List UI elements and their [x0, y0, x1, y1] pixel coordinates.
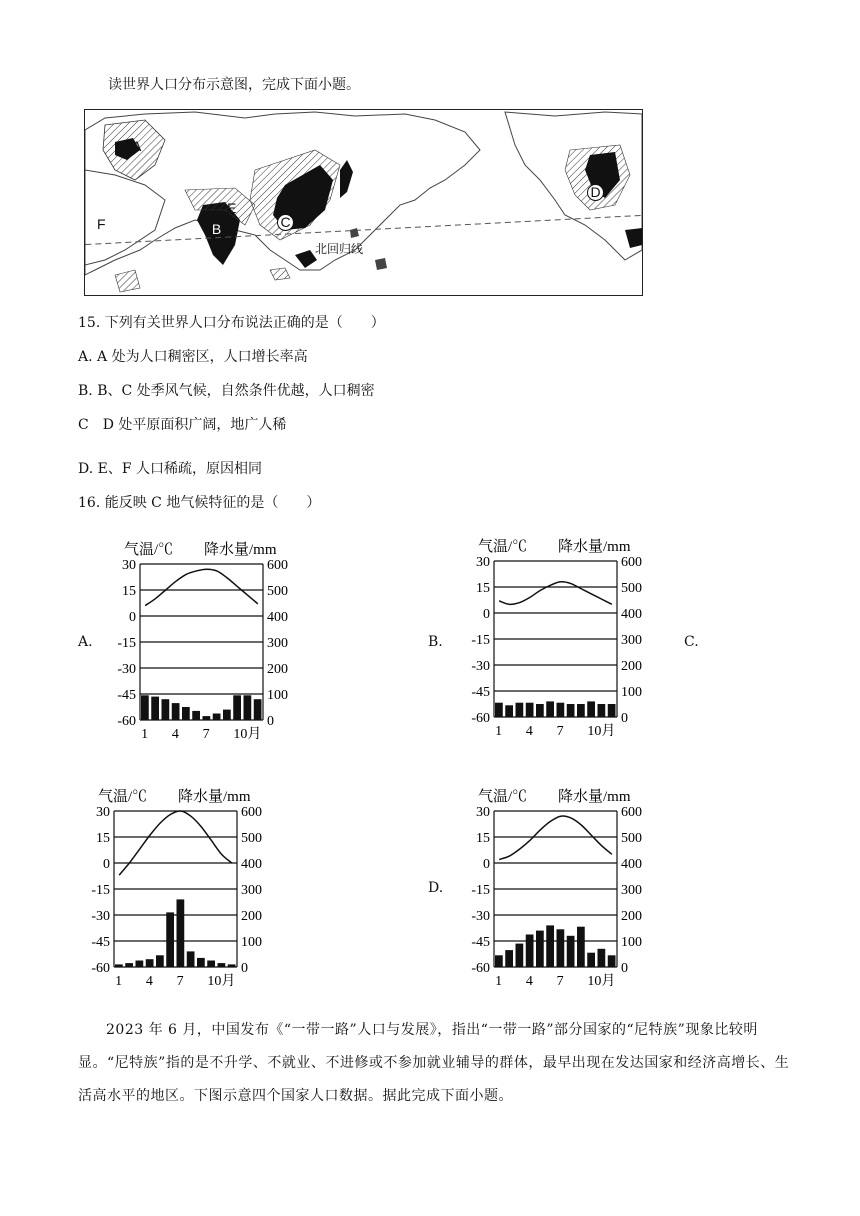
- x-tick-label: 1: [495, 974, 503, 989]
- x-tick-label: 4: [145, 974, 153, 989]
- chart-title-precipitation: 降水量/mm: [558, 539, 631, 555]
- precip-bar: [577, 927, 585, 967]
- precip-bar: [218, 963, 226, 967]
- precip-bar: [254, 699, 262, 720]
- precip-bar: [233, 695, 241, 720]
- temp-tick-label: -60: [471, 961, 490, 976]
- climate-chart-svg: [462, 785, 702, 995]
- chart-title-precipitation: 降水量/mm: [558, 789, 631, 805]
- x-tick-label: 7: [556, 974, 564, 989]
- precip-bar: [536, 704, 544, 717]
- precip-bar: [213, 714, 221, 721]
- passage-text: 2023 年 6 月，中国发布《“一带一路”人口与发展》，指出“一带一路”部分国家的“尼特族”现象比较明显。“尼特族”指的是不升学、不就业、不进修或不参加就业辅导的群体，最早出现在发达国家和经济高增长、生活高水平的地区。下图示意四个国家人口数据。据此完成下面小题。: [78, 1022, 790, 1104]
- x-tick-label: 7: [556, 724, 564, 739]
- precip-bar: [516, 944, 524, 967]
- temp-tick-label: -45: [117, 688, 136, 703]
- precip-bar: [598, 949, 606, 967]
- temp-tick-label: 30: [476, 555, 490, 570]
- precip-bar: [177, 899, 185, 967]
- temp-tick-label: 15: [476, 831, 490, 846]
- climate-chart-a: [108, 538, 348, 748]
- precip-tick-label: 100: [621, 935, 642, 950]
- climate-chart-svg: [82, 785, 322, 995]
- precip-bar: [115, 964, 123, 967]
- precip-bar: [546, 925, 554, 967]
- precip-tick-label: 500: [267, 584, 288, 599]
- x-tick-label: 4: [525, 974, 533, 989]
- temp-tick-label: 30: [122, 558, 136, 573]
- x-tick-label: 10月: [207, 974, 236, 989]
- precip-bar: [567, 704, 575, 717]
- precip-tick-label: 400: [267, 610, 288, 625]
- temp-tick-label: -15: [117, 636, 136, 651]
- map-graphic: [85, 110, 642, 295]
- precip-bar: [526, 703, 534, 717]
- precip-tick-label: 400: [241, 857, 262, 872]
- temp-tick-label: 30: [96, 805, 110, 820]
- precip-tick-label: 400: [621, 607, 642, 622]
- precip-tick-label: 300: [621, 633, 642, 648]
- x-tick-label: 10月: [587, 724, 616, 739]
- precip-bar: [187, 951, 195, 967]
- q15-option-c: C D 处平原面积广阔，地广人稀: [78, 417, 287, 433]
- map-label-d: D: [587, 184, 604, 201]
- precip-tick-label: 600: [621, 555, 642, 570]
- x-tick-label: 1: [141, 727, 149, 742]
- precip-bar: [136, 961, 144, 968]
- temp-tick-label: -30: [117, 662, 136, 677]
- x-tick-label: 7: [176, 974, 184, 989]
- precip-tick-label: 400: [621, 857, 642, 872]
- precip-tick-label: 100: [241, 935, 262, 950]
- chart-title-temperature: 气温/℃: [478, 789, 528, 805]
- temp-tick-label: 15: [122, 584, 136, 599]
- precip-bar: [587, 701, 595, 717]
- precip-tick-label: 600: [267, 558, 288, 573]
- temp-tick-label: -45: [91, 935, 110, 950]
- temp-tick-label: -60: [471, 711, 490, 726]
- q16-option-label-d: D.: [428, 880, 444, 896]
- precip-tick-label: 100: [621, 685, 642, 700]
- temp-tick-label: 0: [103, 857, 110, 872]
- precip-bar: [526, 935, 534, 968]
- precip-tick-label: 500: [621, 831, 642, 846]
- precip-tick-label: 600: [241, 805, 262, 820]
- precip-bar: [536, 931, 544, 967]
- precip-bar: [182, 707, 190, 720]
- precip-tick-label: 600: [621, 805, 642, 820]
- temperature-line: [145, 569, 258, 605]
- precip-tick-label: 300: [621, 883, 642, 898]
- q16-option-label-a: A.: [78, 634, 93, 650]
- precip-bar: [197, 958, 205, 967]
- precip-tick-label: 200: [621, 659, 642, 674]
- x-tick-label: 10月: [233, 727, 262, 742]
- temp-tick-label: 0: [483, 607, 490, 622]
- precip-bar: [495, 955, 503, 967]
- x-tick-label: 10月: [587, 974, 616, 989]
- x-tick-label: 4: [171, 727, 179, 742]
- precip-bar: [608, 955, 616, 967]
- temperature-line: [119, 811, 232, 875]
- tropic-label: 北回归线: [315, 242, 364, 256]
- precip-tick-label: 200: [267, 662, 288, 677]
- world-population-map: [84, 109, 643, 296]
- precip-bar: [495, 703, 503, 717]
- precip-bar: [587, 953, 595, 967]
- temp-tick-label: 30: [476, 805, 490, 820]
- x-tick-label: 1: [495, 724, 503, 739]
- x-tick-label: 4: [525, 724, 533, 739]
- chart-title-temperature: 气温/℃: [478, 539, 528, 555]
- precip-bar: [557, 929, 565, 967]
- climate-chart-b: [462, 535, 702, 745]
- precip-bar: [192, 711, 200, 720]
- q15-option-a: A. A 处为人口稠密区，人口增长率高: [78, 349, 308, 365]
- climate-chart-c: [82, 785, 322, 995]
- precip-bar: [141, 695, 149, 720]
- temp-tick-label: -45: [471, 935, 490, 950]
- q16-stem: 16. 能反映 C 地气候特征的是（ ）: [78, 495, 321, 511]
- temp-tick-label: -30: [471, 909, 490, 924]
- precip-bar: [146, 959, 154, 967]
- precip-tick-label: 500: [241, 831, 262, 846]
- map-label-b: B: [209, 222, 224, 237]
- chart-title-temperature: 气温/℃: [124, 542, 174, 558]
- q15-option-d: D. E、F 人口稀疏，原因相同: [78, 461, 263, 477]
- map-label-e: E: [227, 200, 237, 216]
- temp-tick-label: -45: [471, 685, 490, 700]
- precip-bar: [125, 963, 133, 967]
- precip-tick-label: 0: [241, 961, 248, 976]
- temp-tick-label: -15: [91, 883, 110, 898]
- precip-tick-label: 200: [241, 909, 262, 924]
- precip-bar: [172, 703, 180, 720]
- temp-tick-label: 0: [483, 857, 490, 872]
- precip-bar: [577, 704, 585, 717]
- climate-chart-svg: [108, 538, 348, 748]
- precip-bar: [223, 710, 231, 720]
- precip-tick-label: 500: [621, 581, 642, 596]
- temp-tick-label: -15: [471, 883, 490, 898]
- q15-option-b: B. B、C 处季风气候，自然条件优越，人口稠密: [78, 383, 375, 399]
- temp-tick-label: 15: [476, 581, 490, 596]
- precip-bar: [505, 705, 513, 717]
- temperature-line: [499, 582, 612, 605]
- precip-bar: [546, 701, 554, 717]
- precip-bar: [156, 955, 164, 967]
- temp-tick-label: -15: [471, 633, 490, 648]
- temp-tick-label: 15: [96, 831, 110, 846]
- precip-bar: [567, 936, 575, 967]
- map-label-a: A: [132, 138, 142, 154]
- temp-tick-label: -60: [117, 714, 136, 729]
- x-tick-label: 7: [202, 727, 210, 742]
- precip-bar: [557, 703, 565, 717]
- temp-tick-label: -30: [91, 909, 110, 924]
- precip-tick-label: 300: [267, 636, 288, 651]
- chart-title-temperature: 气温/℃: [98, 789, 148, 805]
- temp-tick-label: 0: [129, 610, 136, 625]
- precip-tick-label: 0: [621, 961, 628, 976]
- precip-tick-label: 100: [267, 688, 288, 703]
- precip-bar: [203, 716, 211, 720]
- q16-option-label-b: B.: [428, 634, 443, 650]
- precip-bar: [151, 697, 159, 720]
- precip-bar: [166, 912, 174, 967]
- climate-chart-svg: [462, 535, 702, 745]
- map-label-c: C: [277, 214, 294, 231]
- precip-bar: [162, 699, 170, 720]
- precip-bar: [505, 950, 513, 967]
- q16-option-label-c: C.: [684, 634, 699, 650]
- precip-bar: [598, 704, 606, 717]
- precip-bar: [228, 964, 236, 967]
- temperature-line: [499, 816, 612, 860]
- chart-title-precipitation: 降水量/mm: [204, 542, 277, 558]
- temp-tick-label: -60: [91, 961, 110, 976]
- intro-text: 读世界人口分布示意图，完成下面小题。: [108, 77, 360, 93]
- precip-tick-label: 0: [621, 711, 628, 726]
- precip-bar: [244, 695, 252, 720]
- precip-tick-label: 300: [241, 883, 262, 898]
- climate-chart-d: [462, 785, 702, 995]
- precip-tick-label: 0: [267, 714, 274, 729]
- map-label-f: F: [97, 216, 106, 232]
- temp-tick-label: -30: [471, 659, 490, 674]
- precip-bar: [608, 704, 616, 717]
- chart-title-precipitation: 降水量/mm: [178, 789, 251, 805]
- x-tick-label: 1: [115, 974, 123, 989]
- q15-stem: 15. 下列有关世界人口分布说法正确的是（ ）: [78, 315, 385, 331]
- precip-bar: [516, 703, 524, 717]
- precip-tick-label: 200: [621, 909, 642, 924]
- precip-bar: [207, 961, 215, 968]
